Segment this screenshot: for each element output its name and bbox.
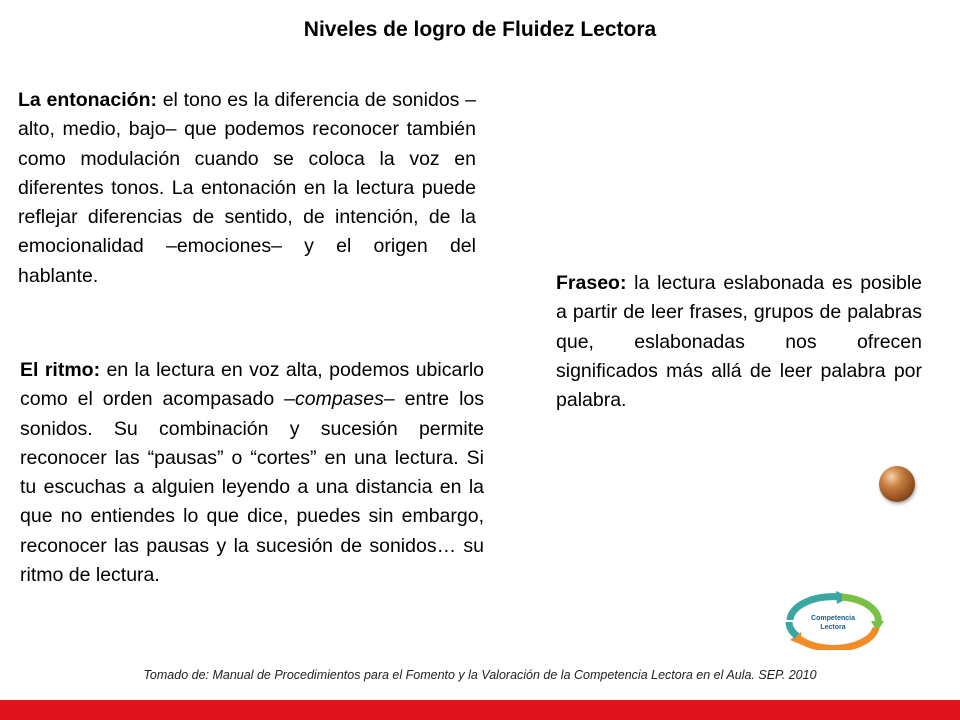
bottom-accent-bar xyxy=(0,700,960,720)
ritmo-text-before: en la lectura en voz alta, podemos ubicarlo como el orden acompasado – xyxy=(20,359,484,411)
ritmo-heading: El ritmo: xyxy=(20,359,101,381)
fraseo-paragraph xyxy=(556,269,922,415)
ritmo-paragraph xyxy=(20,356,484,590)
ritmo-italic-term: compases xyxy=(295,388,384,411)
page-title: Niveles de logro de Fluidez Lectora xyxy=(303,18,657,41)
entonacion-paragraph xyxy=(18,86,476,291)
entonacion-text: el tono es la diferencia de sonidos –alto, medio, bajo– que podemos reconocer también como modulación cuando se coloca la voz en diferentes tonos. La entonación en la lectura puede reflejar diferencias de sentido, de intención, de la emocionalidad –emociones– y el origen del hablante. xyxy=(18,89,476,287)
source-citation: Tomado de: Manual de Procedimientos para el Fomento y la Valoración de la Competencia Lectora en el Aula. SEP. 2010 xyxy=(143,668,817,682)
bronze-sphere-icon xyxy=(879,466,915,502)
logo-line2: Lectora xyxy=(820,624,846,631)
ritmo-text-after: – entre los sonidos. Su combinación y sucesión permite reconocer las “pausas” o “cortes” en una lectura. Si tu escuchas a alguien leyendo a una distancia en la que no entiendes lo que dice, puedes sin embargo, reconocer las pausas y la sucesión de sonidos… su ritmo de lectura. xyxy=(20,388,484,587)
entonacion-heading: La entonación: xyxy=(18,89,157,111)
fraseo-heading: Fraseo: xyxy=(556,272,627,294)
competencia-lectora-logo xyxy=(780,590,886,650)
logo-line1: Competencia xyxy=(811,615,855,622)
fraseo-text: la lectura eslabonada es posible a partir de leer frases, grupos de palabras que, eslabonadas nos ofrecen significados más allá de leer palabra por palabra. xyxy=(556,272,922,412)
